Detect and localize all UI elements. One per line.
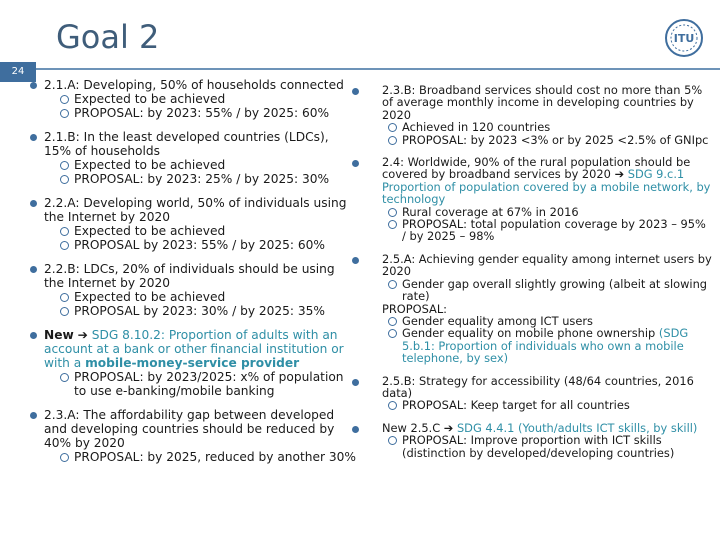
itu-logo-icon	[664, 18, 704, 58]
list-item	[28, 408, 358, 464]
item-main: 2.1.A: Developing, 50% of households connected	[44, 78, 344, 92]
ring-bullet-icon	[388, 220, 397, 229]
bullet-icon	[30, 134, 37, 141]
bullet-icon	[30, 82, 37, 89]
bullet-icon	[352, 160, 359, 167]
ring-bullet-icon	[388, 317, 397, 326]
ring-bullet-icon	[60, 95, 69, 104]
left-column	[28, 78, 358, 464]
sub-item: PROPOSAL: by 2023: 55% / by 2025: 60%	[44, 106, 358, 120]
sub-item: PROPOSAL: by 2023: 25% / by 2025: 30%	[44, 172, 358, 186]
slide-number: 24	[0, 62, 36, 82]
list-item	[352, 422, 712, 459]
sub-item: PROPOSAL: by 2025, reduced by another 30%	[44, 450, 358, 464]
ring-bullet-icon	[388, 208, 397, 217]
ring-bullet-icon	[60, 293, 69, 302]
sub-item: Expected to be achieved	[44, 224, 358, 238]
arrow-right-icon: ➔	[443, 420, 454, 435]
ring-bullet-icon	[60, 241, 69, 250]
bullet-icon	[352, 379, 359, 386]
sub-item: Expected to be achieved	[44, 158, 358, 172]
sub-item: PROPOSAL: Keep target for all countries	[382, 399, 712, 411]
item-main: 2.3.B: Broadband services should cost no more than 5% of average monthly income in developing countries by 2020	[382, 83, 703, 122]
sub-item: Expected to be achieved	[44, 290, 358, 304]
sub-item: Achieved in 120 countries	[382, 121, 712, 133]
sub-item: Expected to be achieved	[44, 92, 358, 106]
sub-item: PROPOSAL: Improve proportion with ICT skills (distinction by developed/developing countries)	[382, 434, 712, 459]
sub-item: PROPOSAL: total population coverage by 2023 – 95% / by 2025 – 98%	[382, 218, 712, 243]
item-main: 2.5.B: Strategy for accessibility (48/64 countries, 2016 data)	[382, 373, 694, 400]
ring-bullet-icon	[388, 329, 397, 338]
list-item	[28, 130, 358, 186]
item-main: 2.5.A: Achieving gender equality among internet users by 2020	[382, 251, 712, 279]
ring-bullet-icon	[60, 109, 69, 118]
sub-item: PROPOSAL by 2023: 55% / by 2025: 60%	[44, 238, 358, 252]
bullet-icon	[30, 266, 37, 273]
ring-bullet-icon	[60, 307, 69, 316]
arrow-right-icon: ➔	[614, 167, 625, 182]
ring-bullet-icon	[60, 453, 69, 462]
list-item	[352, 84, 712, 146]
item-main: 2.4: Worldwide, 90% of the rural population should be covered by broadband services by 2020 ➔ SDG 9.c.1 Proportion of population covered by a mobile network, by technology	[382, 155, 711, 207]
list-item	[28, 328, 358, 398]
page-title: Goal 2	[56, 18, 160, 56]
ring-bullet-icon	[388, 136, 397, 145]
ring-bullet-icon	[388, 280, 397, 289]
sub-item: Gender equality on mobile phone ownership (SDG 5.b.1: Proportion of individuals who own a mobile telephone, by sex)	[382, 327, 712, 364]
item-main: 2.1.B: In the least developed countries (LDCs), 15% of households	[44, 130, 329, 158]
ring-bullet-icon	[60, 373, 69, 382]
sub-item: Rural coverage at 67% in 2016	[382, 206, 712, 218]
list-item	[352, 156, 712, 243]
item-main: 2.2.A: Developing world, 50% of individuals using the Internet by 2020	[44, 196, 347, 224]
bullet-icon	[352, 257, 359, 264]
list-item	[28, 196, 358, 252]
arrow-right-icon: ➔	[77, 328, 88, 342]
proposal-label: PROPOSAL:	[382, 301, 448, 316]
right-column	[352, 84, 712, 459]
sub-item: PROPOSAL by 2023: 30% / by 2025: 35%	[44, 304, 358, 318]
item-main: 2.2.B: LDCs, 20% of individuals should be using the Internet by 2020	[44, 262, 335, 290]
list-item	[28, 78, 358, 120]
bullet-icon	[352, 88, 359, 95]
sub-item: Gender equality among ICT users	[382, 315, 712, 327]
sub-item: Gender gap overall slightly growing (albeit at slowing rate)	[382, 278, 712, 303]
svg-text:ITU: ITU	[673, 32, 695, 45]
sub-item: PROPOSAL: by 2023 <3% or by 2025 <2.5% of GNIpc	[382, 134, 712, 146]
bullet-icon	[352, 426, 359, 433]
bullet-icon	[30, 332, 37, 339]
item-main: New 2.5.C ➔ SDG 4.4.1 (Youth/adults ICT skills, by skill)	[382, 420, 698, 435]
ring-bullet-icon	[60, 161, 69, 170]
list-item	[352, 253, 712, 365]
item-main: 2.3.A: The affordability gap between developed and developing countries should be reduced by 40% by 2020	[44, 408, 335, 450]
bullet-icon	[30, 412, 37, 419]
list-item	[352, 375, 712, 412]
ring-bullet-icon	[60, 175, 69, 184]
ring-bullet-icon	[388, 436, 397, 445]
title-divider	[0, 68, 720, 70]
ring-bullet-icon	[388, 123, 397, 132]
list-item	[28, 262, 358, 318]
bullet-icon	[30, 200, 37, 207]
item-main: New ➔ SDG 8.10.2: Proportion of adults with an account at a bank or other financial institution or with a mobile-money-service provider	[44, 328, 344, 370]
ring-bullet-icon	[388, 401, 397, 410]
sub-item: PROPOSAL: by 2023/2025: x% of population to use e-banking/mobile banking	[44, 370, 358, 398]
ring-bullet-icon	[60, 227, 69, 236]
